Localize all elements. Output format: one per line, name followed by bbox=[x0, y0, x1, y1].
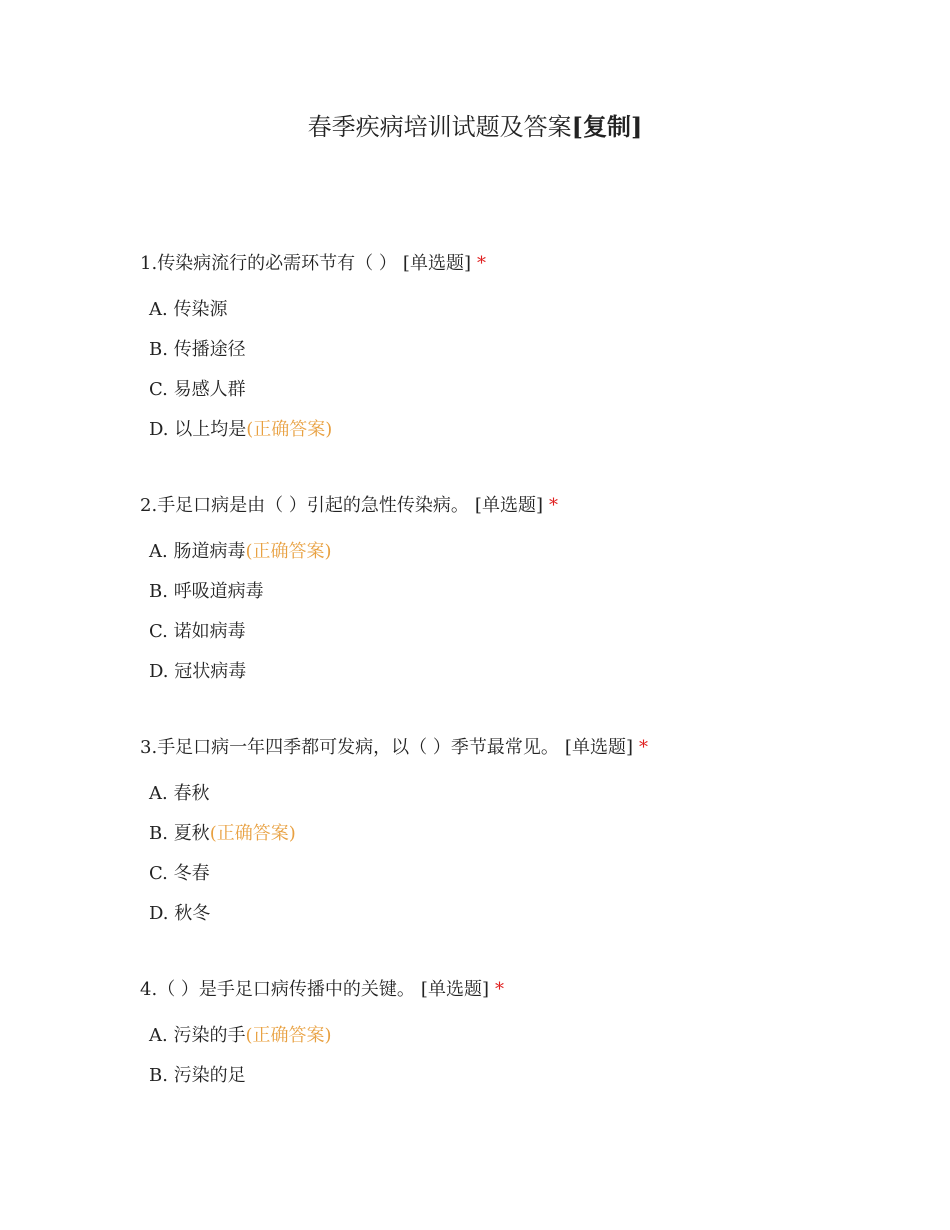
option-d[interactable] bbox=[149, 417, 840, 457]
correct-answer-label: (正确答案) bbox=[245, 541, 332, 562]
option-text: 春秋 bbox=[173, 783, 210, 804]
option-text: 诺如病毒 bbox=[173, 621, 246, 642]
question-stem bbox=[140, 251, 840, 277]
option-text: 秋冬 bbox=[174, 903, 211, 924]
question-stem bbox=[140, 735, 840, 761]
option-text: 冬春 bbox=[173, 863, 210, 884]
question-type: [单选题] bbox=[402, 253, 471, 274]
option-letter: D. bbox=[149, 419, 169, 440]
option-text: 污染的足 bbox=[173, 1065, 246, 1086]
question-2 bbox=[140, 493, 840, 699]
option-letter: C. bbox=[149, 379, 168, 400]
option-letter: B. bbox=[149, 823, 168, 844]
correct-answer-label: (正确答案) bbox=[246, 419, 333, 440]
question-4 bbox=[140, 977, 840, 1103]
option-a[interactable] bbox=[149, 297, 840, 337]
option-text: 传染源 bbox=[173, 299, 228, 320]
required-mark: * bbox=[476, 253, 486, 274]
option-text: 以上均是 bbox=[174, 419, 247, 440]
required-mark: * bbox=[494, 979, 504, 1000]
option-letter: B. bbox=[149, 1065, 168, 1086]
option-list bbox=[140, 1023, 840, 1103]
correct-answer-label: (正确答案) bbox=[245, 1025, 332, 1046]
option-letter: C. bbox=[149, 621, 168, 642]
option-text: 污染的手 bbox=[173, 1025, 246, 1046]
correct-answer-label: (正确答案) bbox=[209, 823, 296, 844]
option-text: 传播途径 bbox=[173, 339, 246, 360]
question-number: 4. bbox=[140, 979, 158, 1000]
option-text: 冠状病毒 bbox=[174, 661, 247, 682]
option-a[interactable] bbox=[149, 781, 840, 821]
option-a[interactable] bbox=[149, 1023, 840, 1063]
question-type: [单选题] bbox=[474, 495, 543, 516]
option-letter: D. bbox=[149, 903, 169, 924]
option-letter: B. bbox=[149, 339, 168, 360]
option-b[interactable] bbox=[149, 1063, 840, 1103]
option-c[interactable] bbox=[149, 619, 840, 659]
question-text: 手足口病一年四季都可发病，以（ ）季节最常见。 bbox=[157, 737, 559, 758]
question-text: 传染病流行的必需环节有（ ） bbox=[157, 253, 397, 274]
option-d[interactable] bbox=[149, 901, 840, 941]
option-letter: A. bbox=[149, 299, 168, 320]
title-text: 春季疾病培训试题及答案 bbox=[307, 113, 572, 141]
title-suffix: [复制] bbox=[571, 112, 643, 141]
question-text: 手足口病是由（ ）引起的急性传染病。 bbox=[157, 495, 469, 516]
question-stem bbox=[140, 493, 840, 519]
option-b[interactable] bbox=[149, 821, 840, 861]
option-letter: A. bbox=[149, 541, 168, 562]
required-mark: * bbox=[548, 495, 558, 516]
option-list bbox=[140, 781, 840, 941]
option-text: 呼吸道病毒 bbox=[173, 581, 264, 602]
option-a[interactable] bbox=[149, 539, 840, 579]
option-letter: D. bbox=[149, 661, 169, 682]
option-letter: A. bbox=[149, 1025, 168, 1046]
option-b[interactable] bbox=[149, 579, 840, 619]
question-type: [单选题] bbox=[564, 737, 633, 758]
option-text: 易感人群 bbox=[173, 379, 246, 400]
question-1 bbox=[140, 251, 840, 457]
question-text: （ ）是手足口病传播中的关键。 bbox=[157, 979, 415, 1000]
page-title bbox=[0, 110, 950, 144]
question-number: 2. bbox=[140, 495, 158, 516]
option-text: 肠道病毒 bbox=[173, 541, 246, 562]
question-stem bbox=[140, 977, 840, 1003]
option-c[interactable] bbox=[149, 861, 840, 901]
option-list bbox=[140, 297, 840, 457]
option-list bbox=[140, 539, 840, 699]
option-letter: B. bbox=[149, 581, 168, 602]
required-mark: * bbox=[638, 737, 648, 758]
option-text: 夏秋 bbox=[173, 823, 210, 844]
option-c[interactable] bbox=[149, 377, 840, 417]
question-type: [单选题] bbox=[420, 979, 489, 1000]
question-number: 3. bbox=[140, 737, 158, 758]
option-b[interactable] bbox=[149, 337, 840, 377]
option-d[interactable] bbox=[149, 659, 840, 699]
question-3 bbox=[140, 735, 840, 941]
question-number: 1. bbox=[140, 253, 158, 274]
option-letter: C. bbox=[149, 863, 168, 884]
option-letter: A. bbox=[149, 783, 168, 804]
